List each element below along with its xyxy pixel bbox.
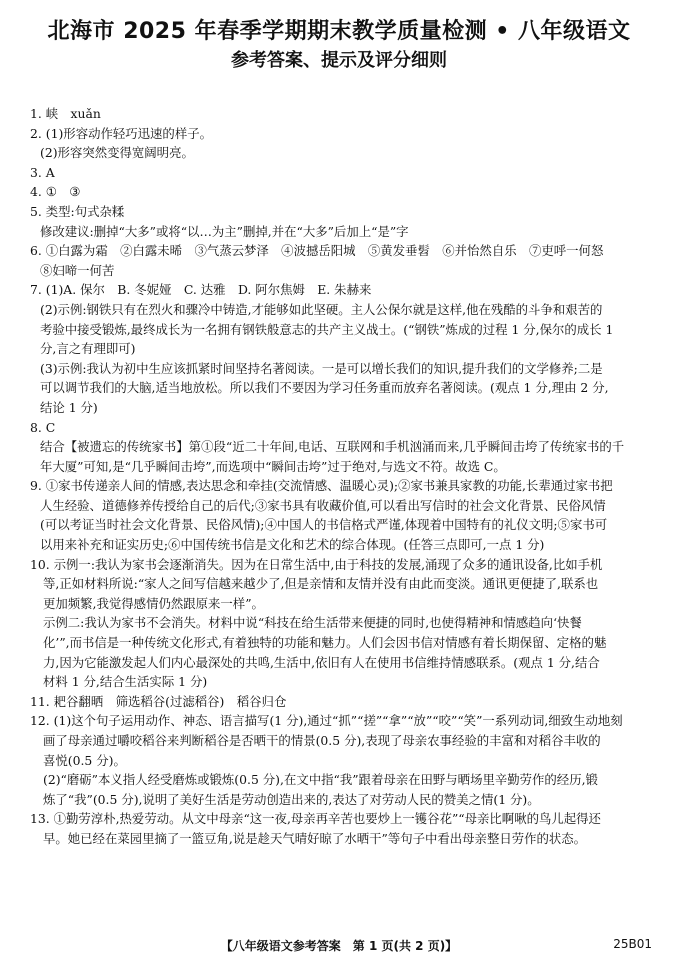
answer-line: 等,正如材料所说:“家人之间写信越来越少了,但是亲情和友情并没有由此而变淡。通讯更便捷了,联系也 [43,576,599,592]
answer-line: 1. 峡 xuǎn [30,106,101,121]
answer-line: 修改建议:删掉“大多”或将“以…为主”删掉,并在“大多”后加上“是”字 [40,223,409,239]
answer-line: (2)形容突然变得宽阔明亮。 [40,145,194,161]
answer-line: 更加频繁,我觉得感情仍然跟原来一样”。 [43,595,264,611]
answer-line: 13. ①勤劳淳朴,热爱劳动。从文中母亲“这一夜,母亲再辛苦也要炒上一镬谷花”“母亲比啊啾的鸟儿起得还 [30,811,601,827]
answer-line: 考验中接受锻炼,最终成长为一名拥有钢铁般意志的共产主义战士。(“钢铁”炼成的过程 1 分,保尔的成长 1 [40,321,614,337]
answer-line: 7. (1)A. 保尔 B. 冬妮娅 C. 达雅 D. 阿尔焦姆 E. 朱赫来 [30,282,372,298]
answer-line: 5. 类型:句式杂糅 [30,203,125,219]
answer-line: 结合【被遗忘的传统家书】第①段“近二十年间,电话、互联网和手机汹涌而来,几乎瞬间击垮了传统家书的千 [40,439,625,455]
page-title: 北海市 2025 年春季学期期末教学质量检测 • 八年级语文 [47,19,631,44]
answer-line: 年大厦”可知,是“几乎瞬间击垮”,而选项中“瞬间击垮”过于绝对,与选文不符。故选 C。 [40,458,506,474]
footer-page-label: 【八年级语文参考答案 第 1 页(共 2 页)】 [220,939,458,953]
answer-line: 画了母亲通过嚼咬稻谷来判断稻谷是否晒干的情景(0.5 分),表现了母亲农事经验的丰富和对稻谷丰收的 [43,733,601,748]
answer-line: 2. (1)形容动作轻巧迅速的样子。 [30,125,212,141]
answer-line: 喜悦(0.5 分)。 [43,752,126,768]
answer-line: 9. ①家书传递亲人间的情感,表达思念和牵挂(交流情感、温暖心灵);②家书兼具家教的功能,长辈通过家书把 [30,478,613,494]
answer-line: ⑧妇啼一何苦 [40,262,115,278]
answer-line: (3)示例:我认为初中生应该抓紧时间坚持名著阅读。一是可以增长我们的知识,提升我们的文学修养;二是 [40,360,603,376]
answer-line: 12. (1)这个句子运用动作、神态、语言描写(1 分),通过“抓”“搓”“拿”“放”“咬”“笑”一系列动词,细致生动地刻 [30,713,623,729]
answer-line: (2)示例:钢铁只有在烈火和骤冷中铸造,才能够如此坚硬。主人公保尔就是这样,他在残酷的斗争和艰苦的 [40,301,603,317]
answer-line: 8. C [30,419,56,435]
answer-line: 材料 1 分,结合生活实际 1 分) [43,674,208,690]
answer-line: 人生经验、道德修养传授给自己的后代;③家书具有收藏价值,可以看出写信时的社会文化背景、民俗风情 [40,497,606,513]
page-subtitle: 参考答案、提示及评分细则 [231,50,447,71]
answer-line: (可以考证当时社会文化背景、民俗风情);④中国人的书信格式严谨,体现着中国特有的礼仪文明;⑤家书可 [40,517,608,533]
answer-line: 4. ① ③ [30,184,81,200]
answer-line: 6. ①白露为霜 ②白露未晞 ③气蒸云梦泽 ④波撼岳阳城 ⑤黄发垂髫 ⑥并怡然自乐 ⑦吏呼一何怒 [30,243,604,259]
answer-body [30,104,650,849]
answer-line: (2)“磨砺”本义指人经受磨炼或锻炼(0.5 分),在文中指“我”跟着母亲在田野与晒场里辛勤劳作的经历,锻 [43,772,598,788]
answer-line: 炼了“我”(0.5 分),说明了美好生活是劳动创造出来的,表达了对劳动人民的赞美之情(1 分)。 [43,791,540,807]
answer-line: 10. 示例一:我认为家书会逐渐消失。因为在日常生活中,由于科技的发展,涌现了众多的通讯设备,比如手机 [30,556,603,572]
answer-line: 示例二:我认为家书不会消失。材料中说“科技在给生活带来便捷的同时,也使得精神和情感趋向‘快餐 [43,615,582,631]
footer-code: 25B01 [613,937,652,951]
answer-line: 分,言之有理即可) [40,341,136,357]
answer-line: 11. 耙谷翻晒 筛选稻谷(过滤稻谷) 稻谷归仓 [30,693,287,709]
answer-line: 结论 1 分) [40,399,98,415]
answer-line: 化’”,而书信是一种传统文化形式,有着独特的功能和魅力。人们会因书信对情感有着长期保留、定格的魅 [43,635,607,651]
answer-line: 3. A [30,164,55,180]
answer-line: 以用来补充和证实历史;⑥中国传统书信是文化和艺术的综合体现。(任答三点即可,一点 1 分) [40,537,545,553]
answer-line: 可以调节我们的大脑,适当地放松。所以我们不要因为学习任务重而放弃名著阅读。(观点 1 分,理由 2 分, [40,380,609,396]
answer-line: 力,因为它能激发起人们内心最深处的共鸣,生活中,依旧有人在使用书信维持情感联系。(观点 1 分,结合 [43,654,600,670]
answer-line: 早。她已经在菜园里摘了一篮豆角,说是趁天气晴好晾了水晒干”等句子中看出母亲整日劳作的状态。 [43,830,587,846]
